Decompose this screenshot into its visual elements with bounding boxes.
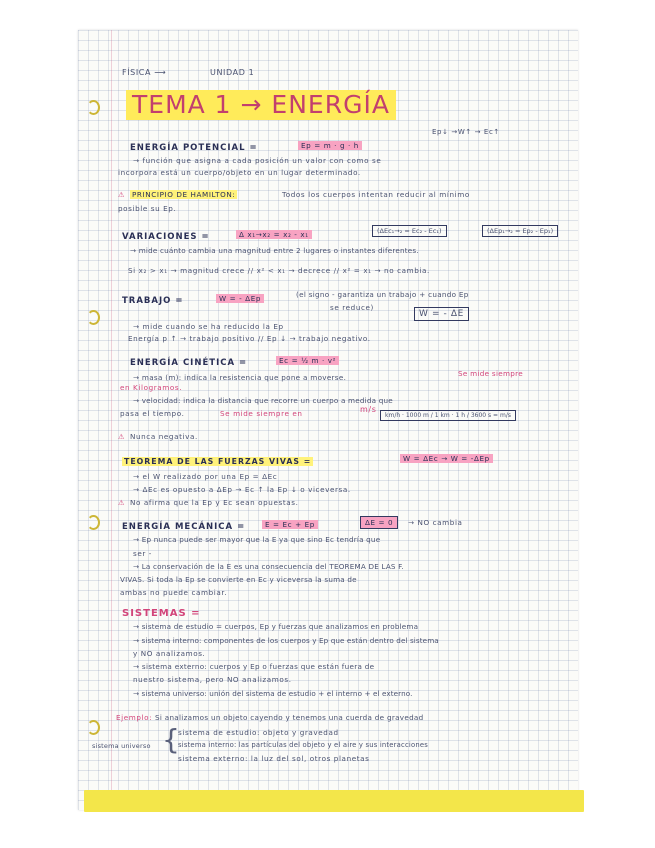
variaciones-box-ep: (ΔEp₁→₂ = Ep₂ - Ep₁) [482,225,558,237]
mecanica-line1: → Ep nunca puede ser mayor que la E ya que sino Ec tendría que [133,535,381,544]
variaciones-heading: VARIACIONES = [122,232,210,242]
cinetica-formula: Ec = ½ m · v² [276,356,339,365]
teorema-heading: TEOREMA DE LAS FUERZAS VIVAS = [124,457,312,466]
sistemas-line6: → sistema universo: unión del sistema de estudio + el interno + el externo. [133,689,413,698]
variaciones-box-ec: (ΔEc₁→₂ = Ec₂ - Ec₁) [372,225,447,237]
trabajo-note1: (el signo - garantiza un trabajo + cuando Ep [296,290,469,299]
trabajo-note2: se reduce) [330,303,374,312]
cinetica-line1b: Se mide siempre [458,369,523,378]
sistemas-heading: SISTEMAS = [122,608,201,619]
cinetica-line4: pasa el tiempo. [120,409,185,418]
variaciones-line1: → mide cuánto cambia una magnitud entre 2 lugares o instantes diferentes. [130,246,419,255]
ejemplo-side-label: sistema universo [92,742,151,750]
page-title: TEMA 1 → ENERGÍA [126,90,396,120]
potencial-line2: incorpora está un cuerpo/objeto en un lugar determinado. [118,168,361,177]
trabajo-line1: → mide cuando se ha reducido la Ep [133,322,284,331]
cinetica-line1: → masa (m): indica la resistencia que pone a moverse. [133,373,347,382]
cinetica-line3: → velocidad: indica la distancia que recorre un cuerpo a medida que [133,396,393,405]
margin-line [111,30,112,810]
binder-hole-icon [87,100,100,115]
sistemas-line4: → sistema externo: cuerpos y Ep o fuerzas que están fuera de [133,662,375,671]
binder-hole-icon [87,515,100,530]
teorema-line2: → ΔEc es opuesto a ΔEp → Ec ↑ la Ep ↓ o viceversa. [133,485,351,494]
sistemas-line5: nuestro sistema, pero NO analizamos. [133,675,292,684]
brace-icon: { [162,723,181,756]
warning-icon: ⚠ [118,498,126,507]
sistemas-line3: y NO analizamos. [133,649,206,658]
mecanica-line3: → La conservación de la E es una consecuencia del TEOREMA DE LAS F. [133,562,404,571]
cinetica-line4b: Se mide siempre en [220,409,303,418]
trabajo-formula: W = - ΔEp [216,294,264,303]
warning-icon: ⚠ [118,190,126,199]
hamilton-label: PRINCIPIO DE HAMILTON: [132,190,236,199]
hamilton-line2: posible su Ep. [118,204,177,213]
mecanica-line2: ser - [133,549,152,558]
sistemas-line2: → sistema interno: componentes de los cuerpos y Ep que están dentro del sistema [133,636,439,645]
trabajo-line2: Energía p ↑ → trabajo positivo // Ep ↓ → trabajo negativo. [128,334,371,343]
header-unit: UNIDAD 1 [210,68,255,77]
variaciones-line2: Si x₂ > x₁ → magnitud crece // x² < x₁ → decrece // x² = x₁ → no cambia. [128,266,430,275]
teorema-line3: No afirma que la Ep y Ec sean opuestas. [130,498,299,507]
cinetica-conversion: km/h · 1000 m / 1 km · 1 h / 3600 s = m/s [380,410,516,421]
mecanica-formula: E = Ec + Ep [262,520,318,529]
mecanica-line5: ambas no puede cambiar. [120,588,228,597]
potencial-formula: Ep = m · g · h [298,141,362,150]
warning-icon: ⚠ [118,432,126,441]
cinetica-line2: en Kilogramos. [120,383,183,392]
yellow-page-edge [84,790,584,812]
cinetica-heading: ENERGÍA CINÉTICA = [130,358,248,368]
binder-hole-icon [87,310,100,325]
cinetica-note: Nunca negativa. [130,432,198,441]
corner-note: Ep↓ →W↑ → Ec↑ [432,128,500,136]
ejemplo-item3: sistema externo: la luz del sol, otros planetas [178,754,370,763]
mecanica-boxed: ΔE = 0 [360,516,398,529]
ejemplo-text: Si analizamos un objeto cayendo y tenemos una cuerda de gravedad [155,713,424,722]
trabajo-heading: TRABAJO = [122,296,184,306]
mecanica-after: → NO cambia [408,518,463,527]
potencial-line1: → función que asigna a cada posición un valor con como se [133,156,382,165]
header-subject: FÍSICA ⟶ [122,68,167,77]
cinetica-units: m/s [360,405,377,414]
ejemplo-item1: sistema de estudio: objeto y gravedad [178,728,339,737]
potencial-heading: ENERGÍA POTENCIAL = [130,143,258,153]
sistemas-line1: → sistema de estudio = cuerpos, Ep y fuerzas que analizamos en problema [133,622,419,631]
mecanica-heading: ENERGÍA MECÁNICA = [122,522,246,532]
teorema-formula: W = ΔEc → W = -ΔEp [400,454,493,463]
binder-hole-icon [87,720,100,735]
ejemplo-item2: sistema interno: las partículas del objeto y el aire y sus interacciones [178,741,428,749]
ejemplo-label: Ejemplo: [116,713,153,722]
teorema-line1: → el W realizado por una Ep = ΔEc [133,472,278,481]
trabajo-boxed-formula: W = - ΔE [414,307,469,321]
hamilton-text: Todos los cuerpos intentan reducir al mínimo [282,190,470,199]
mecanica-line4: VIVAS. Si toda la Ep se convierte en Ec y viceversa la suma de [120,575,357,584]
variaciones-formula: Δ x₁→x₂ = x₂ - x₁ [236,230,312,239]
